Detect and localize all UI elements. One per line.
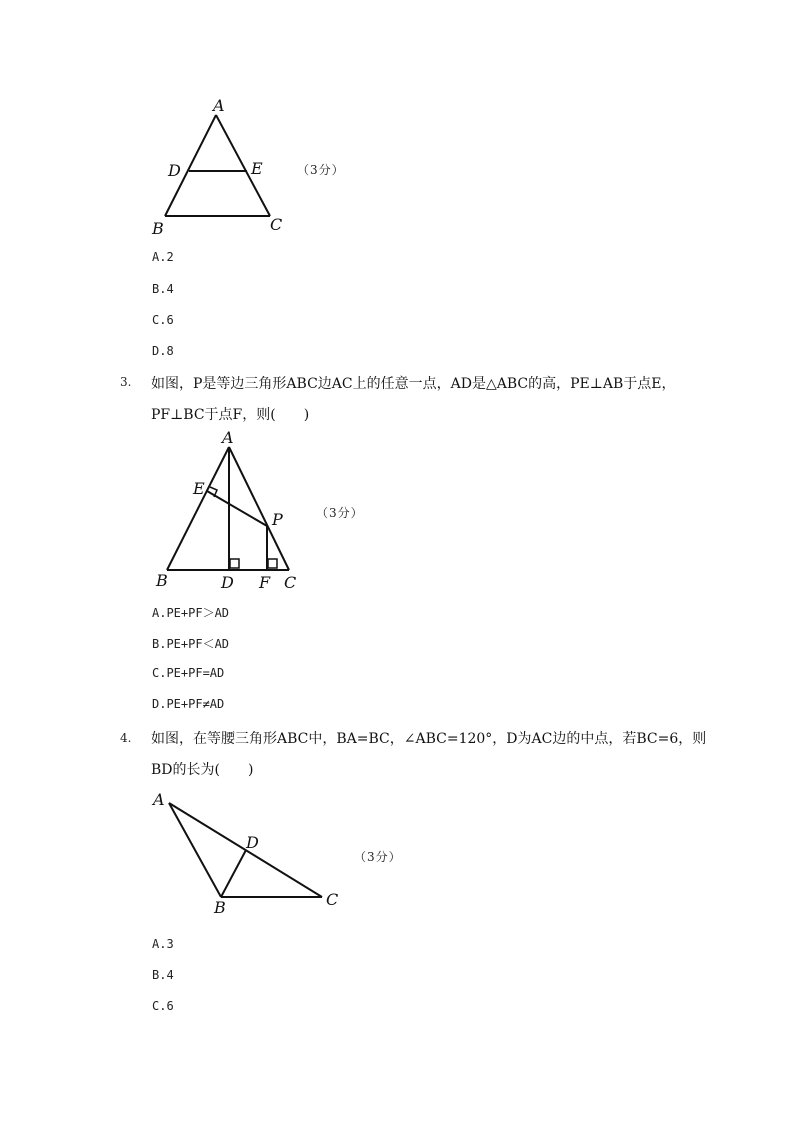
- fig1-option-b: B.4: [152, 282, 174, 296]
- figure-2-triangle: [167, 447, 289, 570]
- fig2-label-f: F: [259, 573, 271, 592]
- fig1-label-b: B: [152, 219, 164, 238]
- q3-stem-line2: PF⊥BC于点F，则( ): [151, 407, 310, 423]
- q4-score: （3分）: [354, 850, 402, 864]
- fig1-option-c: C.6: [152, 313, 174, 327]
- fig2-label-e: E: [193, 479, 205, 498]
- fig1-label-e: E: [251, 159, 263, 178]
- fig1-label-c: C: [270, 215, 283, 234]
- q4-option-c: C.6: [152, 999, 174, 1013]
- fig1-label-a: A: [213, 96, 225, 115]
- q4-number: 4.: [120, 731, 132, 745]
- fig2-label-c: C: [284, 573, 297, 592]
- q4-stem-line2: BD的长为( ): [151, 762, 254, 778]
- fig2-label-p: P: [272, 510, 283, 529]
- q4-option-a: A.3: [152, 937, 174, 951]
- q4-stem-line1: 如图，在等腰三角形ABC中，BA=BC，∠ABC=120°，D为AC边的中点，若BC=6，则: [151, 731, 707, 747]
- fig1-option-d: D.8: [152, 344, 174, 358]
- q3-score: （3分）: [316, 506, 364, 520]
- fig3-label-c: C: [326, 890, 339, 909]
- q3-option-b: B.PE+PF＜AD: [152, 637, 230, 651]
- fig2-label-a: A: [222, 428, 234, 447]
- fig3-label-d: D: [246, 833, 259, 852]
- fig1-option-a: A.2: [152, 250, 174, 264]
- fig1-score: （3分）: [297, 163, 345, 177]
- q3-number: 3.: [120, 375, 132, 389]
- fig3-label-a: A: [153, 790, 165, 809]
- fig1-label-d: D: [168, 161, 181, 180]
- fig3-label-b: B: [214, 898, 226, 917]
- fig2-label-d: D: [221, 573, 234, 592]
- q3-option-a: A.PE+PF＞AD: [152, 606, 230, 620]
- q3-stem-line1: 如图，P是等边三角形ABC边AC上的任意一点，AD是△ABC的高，PE⊥AB于点E，: [151, 376, 676, 392]
- q4-option-b: B.4: [152, 968, 174, 982]
- q3-option-c: C.PE+PF=AD: [152, 666, 225, 680]
- fig2-label-b: B: [156, 571, 168, 590]
- q3-option-d: D.PE+PF≠AD: [152, 697, 225, 711]
